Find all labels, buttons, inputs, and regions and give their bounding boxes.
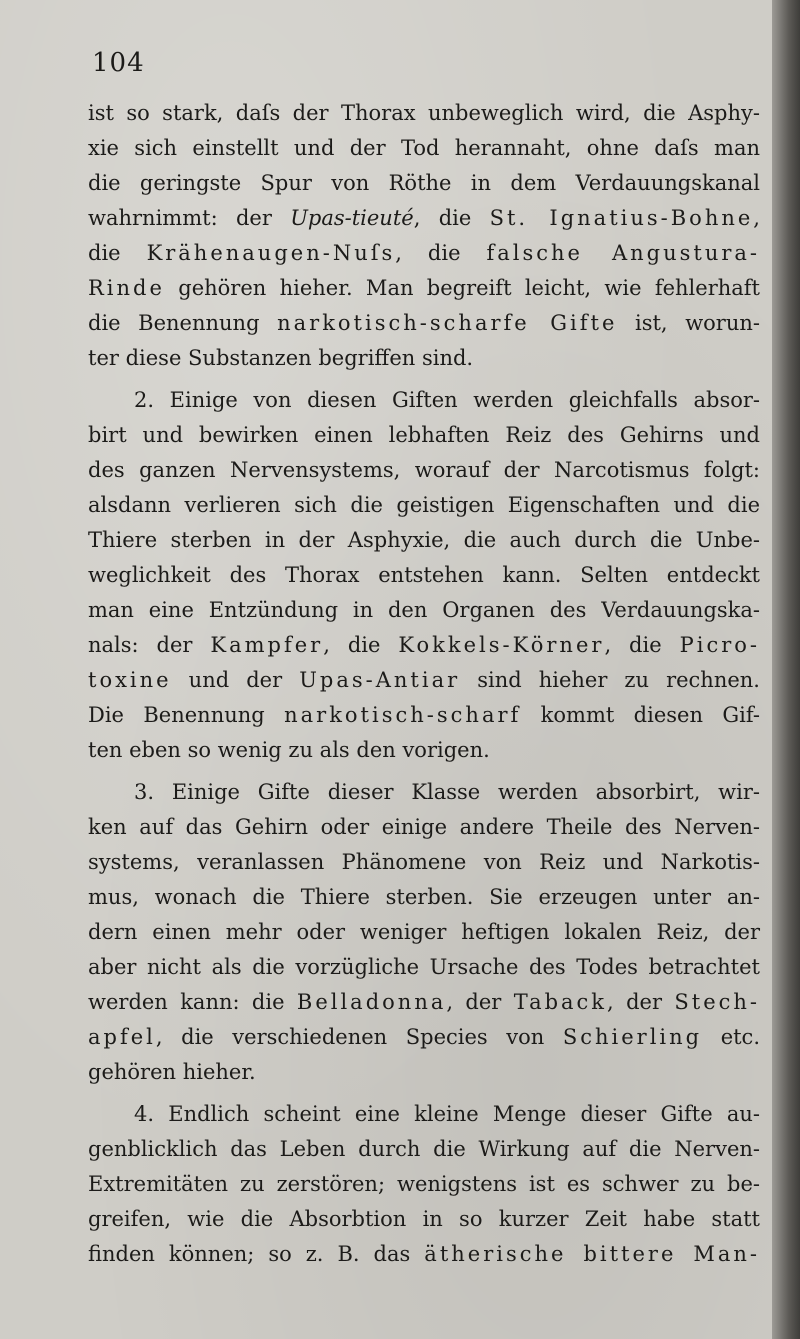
emphasis-italic: Upas-tieuté [290, 206, 414, 230]
text-line: ist so stark, daſs der Thorax unbeweglich wird, die Asphy- [88, 101, 760, 125]
emphasis-spaced: apfel [88, 1025, 156, 1049]
text-line: toxine und der Upas-Antiar sind hieher zu rechnen. [88, 668, 760, 692]
paragraph-start: 3. Einige Gifte dieser Klasse werden absorbirt, wir- [134, 780, 760, 804]
text-line: Extremitäten zu zerstören; wenigstens ist es schwer zu be- [88, 1172, 760, 1196]
text-line: birt und bewirken einen lebhaften Reiz des Gehirns und [88, 423, 760, 447]
text-line: werden kann: die Belladonna, der Taback, der Stech- [88, 990, 761, 1014]
emphasis-spaced: Upas-Antiar [299, 668, 461, 692]
text-line: man eine Entzündung in den Organen des Verdauungska- [88, 598, 760, 622]
text-line: Thiere sterben in der Asphyxie, die auch durch die Unbe- [88, 528, 760, 552]
text-line: die Benennung narkotisch-scharfe Gifte ist, worun- [88, 311, 760, 335]
emphasis-spaced: Rinde [88, 276, 165, 300]
page-number: 104 [92, 48, 145, 78]
emphasis-spaced: ätherische bittere Man- [424, 1242, 760, 1266]
text-line: Rinde gehören hieher. Man begreift leicht, wie fehlerhaft [88, 276, 760, 300]
emphasis-spaced: Kokkels-Körner [398, 633, 605, 657]
emphasis-spaced: St. Ignatius-Bohne [489, 206, 754, 230]
emphasis-spaced: Kampfer [210, 633, 324, 657]
text-line: wahrnimmt: der Upas-tieuté, die St. Ignatius-Bohne, [88, 206, 760, 230]
emphasis-spaced: toxine [88, 668, 172, 692]
text-line: systems, veranlassen Phänomene von Reiz und Narkotis- [88, 850, 760, 874]
text-line: apfel, die verschiedenen Species von Schierling etc. [88, 1025, 760, 1049]
text-line: gehören hieher. [88, 1060, 256, 1084]
text-line: ter diese Substanzen begriffen sind. [88, 346, 474, 370]
text-line: weglichkeit des Thorax entstehen kann. Selten entdeckt [88, 563, 760, 587]
text-line: genblicklich das Leben durch die Wirkung auf die Nerven- [88, 1137, 760, 1161]
body-text [88, 96, 760, 1272]
text-line: nals: der Kampfer, die Kokkels-Körner, die Picro- [88, 633, 760, 657]
paragraph-start: 2. Einige von diesen Giften werden gleichfalls absor- [134, 388, 760, 412]
text-line: die geringste Spur von Röthe in dem Verdauungskanal [88, 171, 760, 195]
emphasis-spaced: Schierling [562, 1025, 703, 1049]
text-line: ken auf das Gehirn oder einige andere Theile des Nerven- [88, 815, 760, 839]
paragraph-start: 4. Endlich scheint eine kleine Menge dieser Gifte au- [134, 1102, 760, 1126]
text-line: alsdann verlieren sich die geistigen Eigenschaften und die [88, 493, 760, 517]
text-line: ten eben so wenig zu als den vorigen. [88, 738, 490, 762]
text-line: mus, wonach die Thiere sterben. Sie erzeugen unter an- [88, 885, 760, 909]
emphasis-spaced: Picro- [679, 633, 760, 657]
emphasis-spaced: narkotisch-scharfe Gifte [277, 311, 618, 335]
text-line: dern einen mehr oder weniger heftigen lokalen Reiz, der [88, 920, 760, 944]
emphasis-spaced: Belladonna [296, 990, 447, 1014]
emphasis-spaced: Taback [513, 990, 608, 1014]
text-line: xie sich einstellt und der Tod herannaht, ohne daſs man [88, 136, 760, 160]
text-line: die Krähenaugen-Nuſs, die falsche Angustura- [88, 241, 761, 265]
text-line: aber nicht als die vorzügliche Ursache des Todes betrachtet [88, 955, 760, 979]
emphasis-spaced: narkotisch-scharf [284, 703, 522, 727]
page-edge-shadow [772, 0, 800, 1339]
emphasis-spaced: Krähenaugen-Nuſs [146, 241, 396, 265]
text-line: greifen, wie die Absorbtion in so kurzer Zeit habe statt [88, 1207, 760, 1231]
emphasis-spaced: Stech- [674, 990, 761, 1014]
text-line: des ganzen Nervensystems, worauf der Narcotismus folgt: [88, 458, 760, 482]
text-line: Die Benennung narkotisch-scharf kommt diesen Gif- [88, 703, 760, 727]
text-line: finden können; so z. B. das ätherische bittere Man- [88, 1242, 760, 1266]
emphasis-spaced: falsche Angustura- [486, 241, 761, 265]
